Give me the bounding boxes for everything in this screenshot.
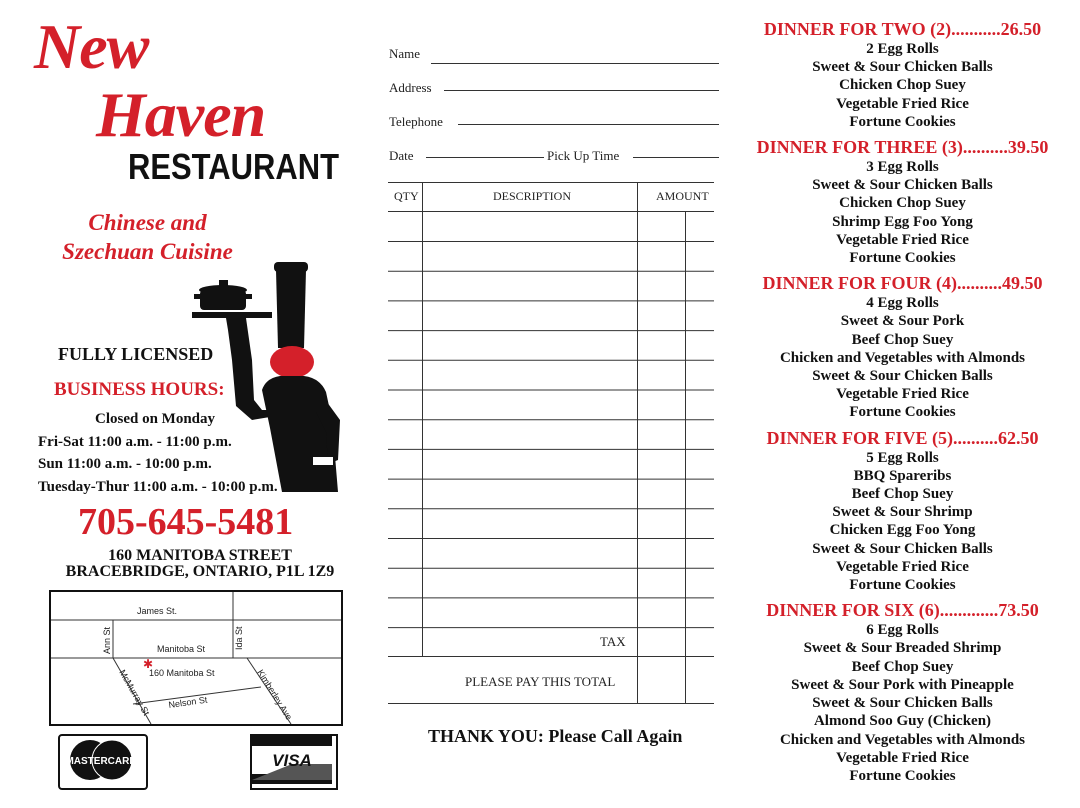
dinner-section [740,427,1065,595]
map-streets [51,592,341,724]
dinner-item: BBQ Spareribs [853,467,952,484]
dinner-item: Fortune Cookies [849,577,956,594]
dinner-item: Shrimp Egg Foo Yong [832,213,973,230]
map-pin-label: 160 Manitoba St [149,668,215,678]
dinner-title: DINNER FOR FOUR (4)..........49.50 [762,273,1043,294]
family-dinners-menu [740,18,1065,790]
hours-row: Fri-Sat 11:00 a.m. - 11:00 p.m. [38,433,232,450]
telephone-label: Telephone [389,114,443,129]
map-pin-icon: ✱ [143,657,154,671]
phone-number[interactable]: 705-645-5481 [78,501,294,543]
mastercard-logo [58,734,148,790]
address-line-2: BRACEBRIDGE, ONTARIO, P1L 1Z9 [65,563,335,580]
dinner-item: Sweet & Sour Pork [840,313,965,330]
dinner-item: Sweet & Sour Chicken Balls [812,177,993,194]
dinner-item: Chicken Chop Suey [839,77,966,94]
dinner-item: Beef Chop Suey [851,658,954,675]
dinner-item: Vegetable Fried Rice [836,95,969,112]
hours-row: Sun 11:00 a.m. - 10:00 p.m. [38,456,212,472]
dinner-item: Sweet & Sour Chicken Balls [812,695,993,712]
map-label-james: James St. [137,606,178,616]
pickup-time-label: Pick Up Time [547,148,620,163]
dinner-item: Sweet & Sour Shrimp [832,504,973,521]
name-label: Name [389,46,421,61]
dinner-item: Fortune Cookies [849,767,956,784]
dinner-item: Beef Chop Suey [851,486,954,503]
dinner-item: Sweet & Sour Breaded Shrimp [803,640,1002,657]
dinner-title: DINNER FOR FIVE (5)..........62.50 [766,427,1039,448]
dinner-item: Chicken Chop Suey [839,195,966,212]
visa-icon [252,736,332,784]
logo-word-restaurant: RESTAURANT [128,146,339,187]
cuisine-tagline [40,208,255,266]
business-hours-list [38,408,310,498]
dinner-item: Vegetable Fried Rice [836,558,969,575]
dinner-item: 4 Egg Rolls [866,295,939,312]
visa-text: VISA [272,751,312,770]
dinner-item: 5 Egg Rolls [866,449,939,466]
street-address [40,548,360,580]
mastercard-icon [60,736,142,784]
dinner-item: Fortune Cookies [849,113,956,130]
dinner-section [740,136,1065,267]
dinner-section [740,599,1065,785]
dinner-item: Fortune Cookies [849,250,956,267]
address-field[interactable] [444,90,719,91]
dinner-item: Chicken and Vegetables with Almonds [779,349,1026,366]
order-table [388,182,720,706]
dinner-item: Almond Soo Guy (Chicken) [813,713,992,730]
cuisine-line-1: Chinese and [88,210,207,235]
map-label-kimberley: Kimberley Ave [255,667,295,722]
name-field[interactable] [431,63,719,64]
fully-licensed-label: FULLY LICENSED [58,344,214,364]
telephone-field[interactable] [458,124,719,125]
dinner-title: DINNER FOR SIX (6).............73.50 [766,600,1039,621]
dinner-item: Chicken and Vegetables with Almonds [779,731,1026,748]
logo-word-new: New [34,11,149,82]
dinner-section [740,18,1065,131]
location-map [49,590,343,726]
dinner-item: Sweet & Sour Pork with Pineapple [791,676,1014,693]
address-line-1: 160 MANITOBA STREET [108,547,292,564]
map-label-nelson: Nelson St [167,694,208,710]
hours-row: Tuesday-Thur 11:00 a.m. - 10:00 p.m. [38,478,278,495]
col-header-amount: AMOUNT [656,189,709,203]
dinner-title: DINNER FOR TWO (2)...........26.50 [763,19,1042,39]
dinner-item: Vegetable Fried Rice [836,231,969,248]
address-label: Address [389,80,432,95]
dinner-item: 2 Egg Rolls [866,41,939,57]
dinner-section [740,272,1065,421]
map-label-ann: Ann St [102,626,112,654]
cuisine-line-2: Szechuan Cuisine [62,239,233,264]
dinner-item: Sweet & Sour Chicken Balls [812,59,993,76]
col-header-qty: QTY [394,189,419,203]
tax-label: TAX [600,634,626,649]
business-hours-title: BUSINESS HOURS: [54,379,225,400]
date-label: Date [389,148,414,163]
closed-monday-note: Closed on Monday [94,411,216,427]
col-header-description: DESCRIPTION [493,189,572,203]
date-field[interactable] [426,157,544,158]
map-label-manitoba: Manitoba St [157,644,206,654]
map-label-ida: Ida St [234,626,244,650]
thank-you-message: THANK YOU: Please Call Again [428,726,683,746]
dinner-item: 6 Egg Rolls [866,622,939,639]
dinner-title: DINNER FOR THREE (3)..........39.50 [756,137,1049,158]
visa-logo [250,734,338,790]
dinner-item: Vegetable Fried Rice [836,749,969,766]
logo-word-haven: Haven [96,79,266,150]
mastercard-text: MASTERCARD [65,756,137,767]
dinner-item: Vegetable Fried Rice [836,386,969,403]
dinner-item: Fortune Cookies [849,404,956,421]
dinner-item: 3 Egg Rolls [866,159,939,176]
pickup-time-field[interactable] [633,157,719,158]
total-label: PLEASE PAY THIS TOTAL [465,674,616,689]
dinner-item: Chicken Egg Foo Yong [829,522,976,539]
dinner-item: Sweet & Sour Chicken Balls [812,540,993,557]
dinner-item: Beef Chop Suey [851,331,954,348]
map-label-mcmurray: McMurray St [117,668,152,718]
dinner-item: Sweet & Sour Chicken Balls [812,368,993,385]
